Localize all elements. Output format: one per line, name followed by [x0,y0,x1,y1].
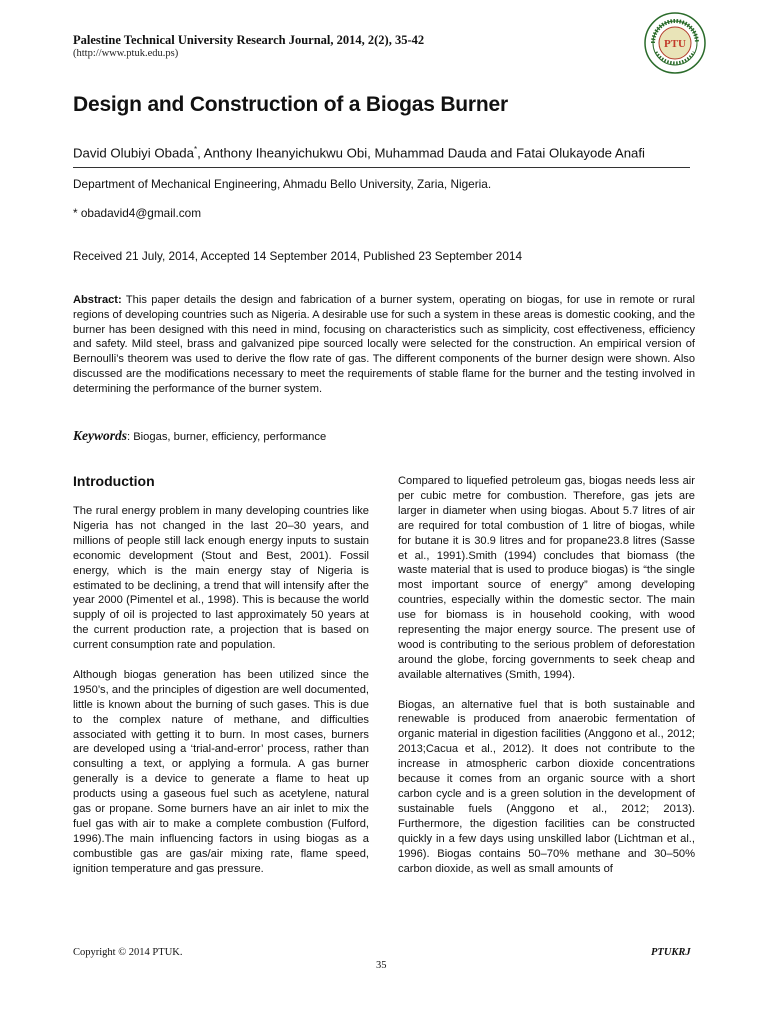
header-rule [73,167,690,168]
journal-url[interactable]: (http://www.ptuk.edu.ps) [73,48,179,59]
paragraph: Although biogas generation has been utilized since the 1950’s, and the principles of digestion are well documented, little is known about the burning of such gases. This is due to the complex nature of methane, and difficulties associated with getting it to burn. In most cases, burners are developed using a ‘trial-and-error’ process, rather than consulting a text, or applying a formula. A gas burner generally is a device to generate a flame to heat up products using a gaseous fuel such as acetylene, natural gas or propane. Some burners have an air inlet to mix the fuel gas with air to make a complete combustion (Fulford, 1996).The main influencing factors in using biogas as a combustible gas are gas/air mixing rate, flame speed, ignition temperature and gas pressure. [73,668,369,875]
abstract-label: Abstract: [73,294,122,306]
author-first: David Olubiyi Obada [73,145,194,161]
paragraph: The rural energy problem in many developing countries like Nigeria has not changed in the last 20–30 years, and millions of people still lack enough energy inputs to sustain economic development (Stout and Best, 2001). Fossil energy, which is the main energy stay of Nigeria is estimated to be declining, a trend that will intensify after the year 2000 (Pimentel et al., 1998). This is because the world supply of oil is projected to last approximately 50 years at the current production rate, a projection that is based on current consumption rate and population. [73,505,369,652]
university-seal-logo [644,12,706,74]
corresponding-marker: * [193,145,198,154]
journal-abbreviation: PTUKRJ [651,947,691,958]
paragraph: Compared to liquefied petroleum gas, biogas needs less air per cubic metre for combustion. Therefore, gas jets are larger in diameter when using biogas. About 5.7 litres of air are required for total combustion of 1 litre of biogas, while for butane it is 30.9 litres and for propane23.8 litres (Sasse et al., 1991).Smith (1994) concludes that biomass (the waste material that is used to produce biogas) is “the single most important source of energy” among developing countries, especially within the domestic sector. The main use for biomass is in household cooking, with wood representing the major energy source. The present use of wood is contributing to the serious problem of deforestation around the globe, forcing governments to seek cheap and available alternatives (Smith, 1994). [398,475,695,681]
page-number: 35 [376,960,387,971]
left-column [73,504,369,892]
affiliation: Department of Mechanical Engineering, Ahmadu Bello University, Zaria, Nigeria. [73,177,492,191]
author-rest: , Anthony Iheanyichukwu Obi, Muhammad Dauda and Fatai Olukayode Anafi [197,145,645,161]
corresponding-email[interactable]: * obadavid4@gmail.com [73,206,202,220]
keywords [73,428,326,444]
right-column [398,474,695,891]
logo-text: PTU [664,38,686,50]
abstract-text: This paper details the design and fabrication of a burner system, operating on biogas, for use in remote or rural regions of developing countries such as Nigeria. A desirable use for such a system in these areas is domestic cooking, and the burner has been designed with this need in mind, focusing on characteristics such as simplicity, cost effectiveness, efficiency and safety. Mild steel, brass and galvanized pipe sourced locally were selected for the construction. An empirical version of Bernoulli’s theorem was used to derive the flow rate of gas. The different components of the burner design were shown. Also discussed are the modifications necessary to meet the requirements of stable flame for the burner and the testing involved in determining the performance of the burner system. [73,294,695,395]
journal-citation: Palestine Technical University Research Journal, 2014, 2(2), 35-42 [73,33,425,47]
keywords-text: : Biogas, burner, efficiency, performance [127,431,327,443]
paragraph: Biogas, an alternative fuel that is both sustainable and renewable is produced from anaerobic fermentation of organic material in digestion facilities (Anggono et al., 2012; 2013;Cacua et al., 2012). It does not contribute to the increase in atmospheric carbon dioxide concentrations because it comes from an organic source with a short carbon cycle and is a green solution in the development of sustainable fuels (Anggono et al., 2012; 2013). Furthermore, the digestion facilities can be constructed quickly in a few days using unskilled labor (Lichtman et al., 1996). Biogas contains 50–70% methane and 30–50% carbon dioxide, as well as small amounts of [398,698,695,875]
publication-dates: Received 21 July, 2014, Accepted 14 September 2014, Published 23 September 2014 [73,249,523,263]
author-list [73,145,645,160]
paper-title: Design and Construction of a Biogas Burner [73,93,508,116]
copyright-notice: Copyright © 2014 PTUK. [73,947,183,958]
abstract [73,293,695,397]
keywords-label: Keywords [73,428,127,443]
section-heading-introduction: Introduction [73,473,155,489]
